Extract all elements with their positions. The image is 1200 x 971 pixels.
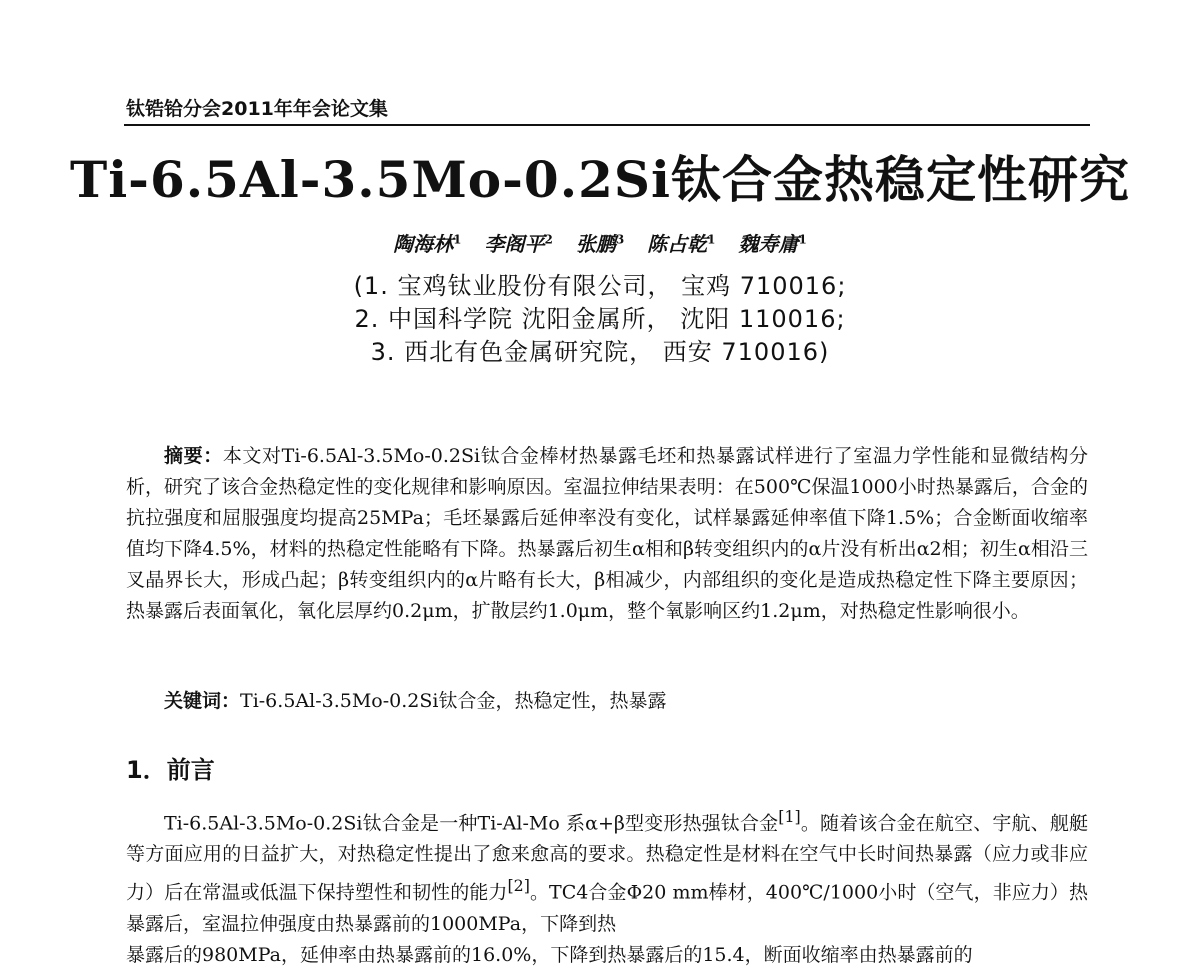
author <box>647 232 715 256</box>
abstract-text: 本文对Ti-6.5Al-3.5Mo-0.2Si钛合金棒材热暴露毛坯和热暴露试样进行了室温力学性能和显微结构分析，研究了该合金热稳定性的变化规律和影响原因。室温拉伸结果表明：在500℃保温1000小时热暴露后，合金的抗拉强度和屈服强度均提高25MPa；毛坯暴露后延伸率没有变化，试样暴露延伸率值下降1.5%；合金断面收缩率值均下降4.5%，材料的热稳定性能略有下降。热暴露后初生α相和β转变组织内的α片没有析出α2相；初生α相沿三叉晶界长大，形成凸起；β转变组织内的α片略有长大，β相减少，内部组织的变化是造成热稳定性下降主要原因；热暴露后表面氧化，氧化层厚约0.2μm，扩散层约1.0μm，整个氧影响区约1.2μm，对热稳定性影响很小。 <box>126 445 1088 622</box>
author-affiliation-mark: 1 <box>453 232 462 246</box>
citation-ref: [1] <box>778 807 801 826</box>
author-list <box>0 224 1200 259</box>
abstract-label: 摘要： <box>164 445 223 467</box>
author <box>576 232 624 256</box>
author-name: 魏寿庸 <box>738 231 799 256</box>
author <box>738 232 806 256</box>
keywords-label: 关键词： <box>164 690 241 712</box>
author-name: 张鹏 <box>575 231 616 256</box>
paper-title: Ti-6.5Al-3.5Mo-0.2Si钛合金热稳定性研究 <box>69 150 1130 209</box>
affiliation-line: 2. 中国科学院 沈阳金属所， 沈阳 110016; <box>354 305 846 333</box>
intro-text: Ti-6.5Al-3.5Mo-0.2Si钛合金是一种Ti-Al-Mo 系α+β型变形热强钛合金 <box>164 812 779 835</box>
author-affiliation-mark: 1 <box>798 232 807 246</box>
keywords <box>164 686 1084 717</box>
section-heading: 1．前言 <box>126 756 215 784</box>
author-name: 陶海林 <box>393 231 454 256</box>
affiliation-line: (1. 宝鸡钛业股份有限公司， 宝鸡 710016; <box>353 272 847 300</box>
keywords-text: Ti-6.5Al-3.5Mo-0.2Si钛合金，热稳定性，热暴露 <box>240 690 667 712</box>
intro-text: 。随着该合金在航空、宇航、舰艇等方面应用的日益扩大，对热稳定性提出了愈来愈高的要求。热稳定性是材料在空气中长时间热暴露（应力或非应力）后在常温或低温下保持塑性和韧性的能力 <box>126 812 1088 904</box>
abstract-paragraph <box>126 441 1088 627</box>
abstract <box>126 441 1088 627</box>
author-name: 陈占乾 <box>647 231 708 256</box>
author <box>484 232 552 256</box>
intro-cut-line: 暴露后的980MPa，延伸率由热暴露前的16.0%，下降到热暴露后的15.4，断面收缩率由热暴露前的 <box>126 943 973 966</box>
author <box>393 232 461 256</box>
affiliation-list <box>0 270 1200 369</box>
affiliation-line: 3. 西北有色金属研究院， 西安 710016) <box>370 338 830 366</box>
author-name: 李阁平 <box>484 231 545 256</box>
citation-ref: [2] <box>507 876 530 896</box>
header-rule <box>124 124 1090 126</box>
author-affiliation-mark: 2 <box>544 232 553 246</box>
author-affiliation-mark: 3 <box>615 232 625 246</box>
intro-paragraph <box>126 801 1088 940</box>
intro-text: 。TC4合金Φ20 mm棒材，400℃/1000小时（空气，非应力）热暴露后，室温拉伸强度由热暴露前的1000MPa，下降到热 <box>126 881 1088 935</box>
running-header: 钛锆铪分会2011年年会论文集 <box>126 98 388 120</box>
intro-body <box>126 801 1088 971</box>
author-affiliation-mark: 1 <box>707 232 716 246</box>
